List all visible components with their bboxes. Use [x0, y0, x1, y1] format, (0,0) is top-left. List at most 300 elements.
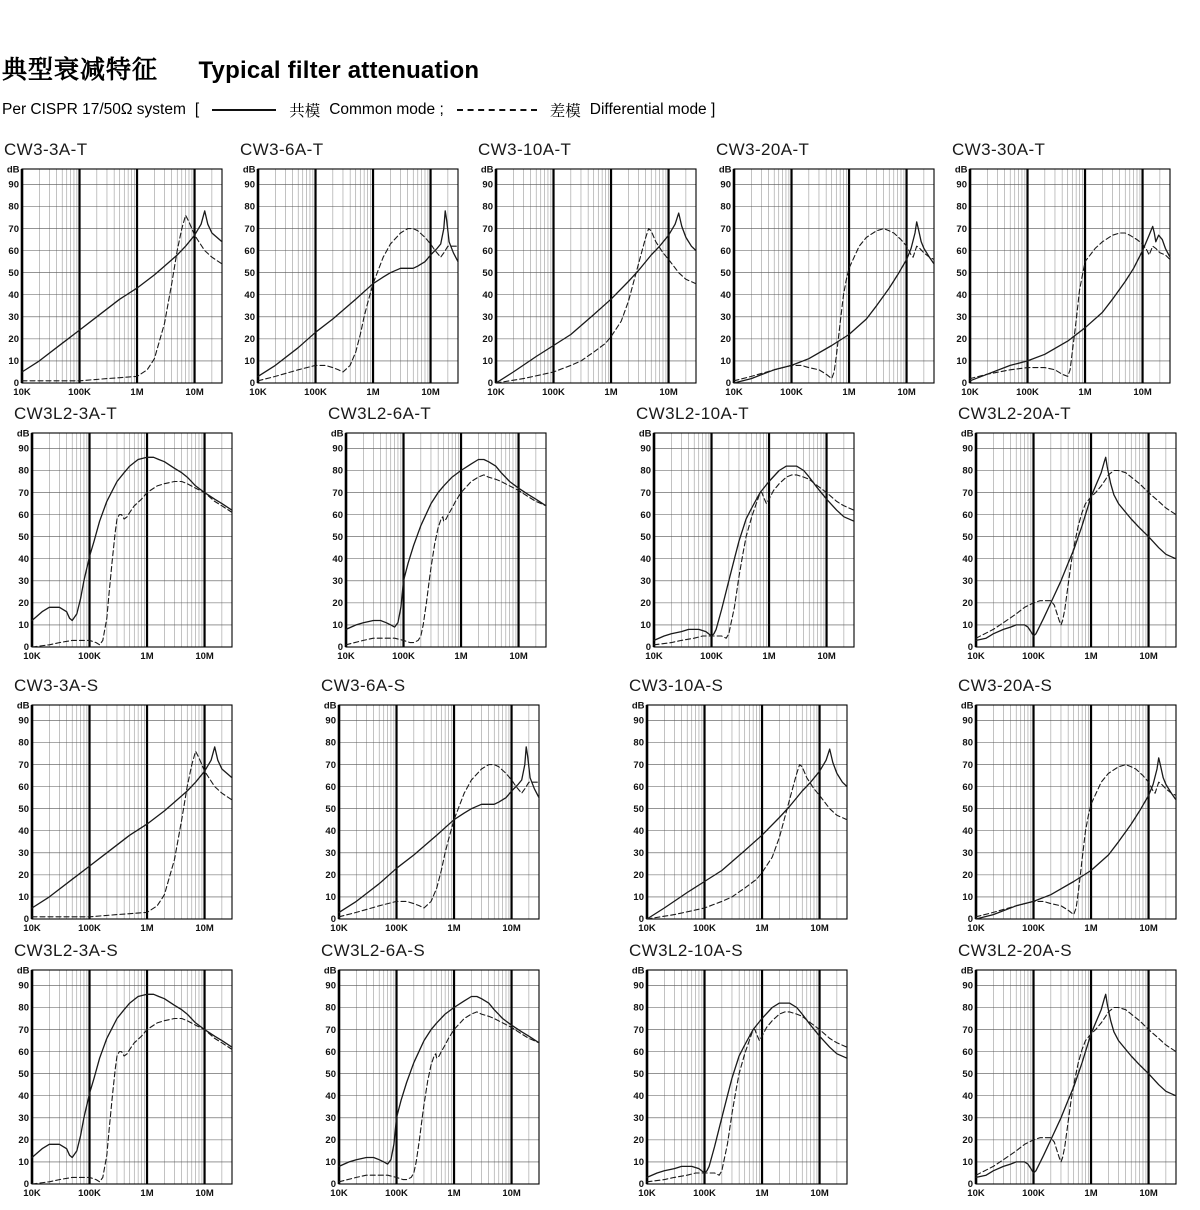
chart-cw3-6a-s — [321, 676, 547, 936]
db-axis-label: dB — [6, 164, 20, 176]
y-tick-label: 70 — [18, 759, 29, 771]
y-tick-label: 80 — [8, 201, 19, 213]
y-tick-label: 10 — [8, 356, 19, 368]
x-tick-label: 1M — [140, 923, 154, 934]
x-tick-label: 1M — [130, 387, 144, 398]
y-tick-label: 10 — [962, 620, 973, 632]
y-tick-label: 90 — [633, 980, 644, 992]
y-tick-label: 0 — [645, 642, 651, 654]
y-tick-label: 30 — [962, 1113, 973, 1125]
y-tick-label: 0 — [23, 914, 29, 926]
y-tick-label: 0 — [487, 378, 493, 390]
x-tick-label: 10M — [1139, 651, 1158, 662]
y-tick-label: 60 — [633, 1046, 644, 1058]
chart-cw3l2-6a-s — [321, 941, 547, 1201]
y-tick-label: 90 — [962, 443, 973, 455]
y-tick-label: 80 — [18, 1002, 29, 1014]
y-tick-label: 30 — [325, 848, 336, 860]
x-tick-label: 100K — [693, 923, 716, 934]
attenuation-plot — [958, 963, 1180, 1201]
x-tick-label: 1M — [454, 651, 468, 662]
x-tick-label: 1M — [755, 923, 769, 934]
chart-title: CW3L2-3A-T — [14, 404, 118, 423]
x-tick-label: 10K — [725, 387, 743, 398]
attenuation-plot — [958, 698, 1180, 936]
y-tick-label: 0 — [967, 1179, 973, 1191]
y-tick-label: 90 — [325, 715, 336, 727]
y-tick-label: 60 — [962, 1046, 973, 1058]
chart-cw3l2-20a-t — [958, 404, 1184, 664]
chart-title: CW3L2-20A-T — [958, 404, 1072, 423]
x-tick-label: 100K — [1022, 651, 1045, 662]
attenuation-plot — [328, 426, 550, 664]
y-tick-label: 10 — [633, 1157, 644, 1169]
y-tick-label: 10 — [640, 620, 651, 632]
chart-cw3-3a-t — [4, 140, 230, 400]
y-tick-label: 20 — [244, 334, 255, 346]
chart-cw3-20a-s — [958, 676, 1184, 936]
x-tick-label: 100K — [700, 651, 723, 662]
y-tick-label: 90 — [325, 980, 336, 992]
y-tick-label: 70 — [18, 1024, 29, 1036]
page-title — [2, 50, 715, 86]
y-tick-label: 0 — [13, 378, 19, 390]
y-tick-label: 60 — [244, 245, 255, 257]
y-tick-label: 10 — [482, 356, 493, 368]
y-tick-label: 60 — [325, 1046, 336, 1058]
x-tick-label: 10K — [645, 651, 663, 662]
y-tick-label: 0 — [337, 642, 343, 654]
y-tick-label: 10 — [244, 356, 255, 368]
x-tick-label: 10M — [502, 1188, 521, 1199]
attenuation-plot — [14, 698, 236, 936]
chart-cw3-10a-t — [478, 140, 704, 400]
x-tick-label: 10K — [23, 923, 41, 934]
db-axis-label: dB — [323, 700, 337, 712]
x-tick-label: 10M — [1139, 1188, 1158, 1199]
y-tick-label: 70 — [633, 759, 644, 771]
y-tick-label: 30 — [244, 312, 255, 324]
chart-title: CW3-30A-T — [952, 140, 1046, 159]
y-tick-label: 90 — [482, 179, 493, 191]
y-tick-label: 50 — [962, 531, 973, 543]
y-tick-label: 50 — [332, 531, 343, 543]
y-tick-label: 80 — [18, 737, 29, 749]
y-tick-label: 20 — [482, 334, 493, 346]
y-tick-label: 60 — [332, 509, 343, 521]
x-tick-label: 100K — [1016, 387, 1039, 398]
db-axis-label: dB — [480, 164, 494, 176]
chart-cw3-3a-s — [14, 676, 240, 936]
x-tick-label: 10K — [967, 923, 985, 934]
y-tick-label: 0 — [961, 378, 967, 390]
y-tick-label: 0 — [23, 1179, 29, 1191]
y-tick-label: 30 — [640, 576, 651, 588]
y-tick-label: 10 — [18, 892, 29, 904]
y-tick-label: 60 — [482, 245, 493, 257]
attenuation-plot — [716, 162, 938, 400]
y-tick-label: 40 — [244, 289, 255, 301]
attenuation-plot — [321, 963, 543, 1201]
y-tick-label: 0 — [23, 642, 29, 654]
y-tick-label: 90 — [640, 443, 651, 455]
y-tick-label: 80 — [962, 465, 973, 477]
x-tick-label: 1M — [755, 1188, 769, 1199]
y-tick-label: 20 — [640, 598, 651, 610]
y-tick-label: 40 — [18, 1090, 29, 1102]
y-tick-label: 50 — [8, 267, 19, 279]
y-tick-label: 0 — [967, 642, 973, 654]
x-tick-label: 10M — [509, 651, 528, 662]
y-tick-label: 40 — [640, 553, 651, 565]
x-tick-label: 1M — [366, 387, 380, 398]
legend-bracket-open: [ — [194, 101, 200, 118]
y-tick-label: 0 — [638, 1179, 644, 1191]
y-tick-label: 60 — [325, 781, 336, 793]
y-tick-label: 20 — [633, 1135, 644, 1147]
x-tick-label: 10K — [330, 1188, 348, 1199]
y-tick-label: 70 — [962, 1024, 973, 1036]
y-tick-label: 30 — [720, 312, 731, 324]
x-tick-label: 10K — [23, 1188, 41, 1199]
attenuation-plot — [478, 162, 700, 400]
y-tick-label: 20 — [18, 598, 29, 610]
y-tick-label: 10 — [962, 1157, 973, 1169]
x-tick-label: 10M — [1139, 923, 1158, 934]
db-axis-label: dB — [638, 428, 652, 440]
y-tick-label: 20 — [18, 1135, 29, 1147]
db-axis-label: dB — [960, 428, 974, 440]
chart-title: CW3L2-6A-S — [321, 941, 426, 960]
y-tick-label: 60 — [962, 781, 973, 793]
y-tick-label: 40 — [18, 825, 29, 837]
x-tick-label: 100K — [780, 387, 803, 398]
x-tick-label: 1M — [1084, 923, 1098, 934]
y-tick-label: 30 — [633, 848, 644, 860]
y-tick-label: 40 — [956, 289, 967, 301]
y-tick-label: 70 — [8, 223, 19, 235]
y-tick-label: 80 — [962, 737, 973, 749]
y-tick-label: 20 — [962, 1135, 973, 1147]
chart-title: CW3L2-3A-S — [14, 941, 119, 960]
x-tick-label: 1M — [140, 1188, 154, 1199]
x-tick-label: 1M — [604, 387, 618, 398]
y-tick-label: 50 — [244, 267, 255, 279]
x-tick-label: 10K — [967, 1188, 985, 1199]
attenuation-plot — [958, 426, 1180, 664]
attenuation-plot — [14, 963, 236, 1201]
x-tick-label: 100K — [392, 651, 415, 662]
chart-title: CW3L2-6A-T — [328, 404, 432, 423]
y-tick-label: 90 — [244, 179, 255, 191]
attenuation-plot — [952, 162, 1174, 400]
x-tick-label: 10M — [810, 1188, 829, 1199]
db-axis-label: dB — [16, 428, 30, 440]
legend-diff-zh: 差模 — [549, 103, 581, 120]
y-tick-label: 20 — [962, 598, 973, 610]
y-tick-label: 90 — [332, 443, 343, 455]
x-tick-label: 10M — [195, 923, 214, 934]
y-tick-label: 10 — [325, 892, 336, 904]
x-tick-label: 10K — [967, 651, 985, 662]
chart-cw3-30a-t — [952, 140, 1178, 400]
x-tick-label: 10M — [195, 1188, 214, 1199]
x-tick-label: 100K — [1022, 1188, 1045, 1199]
y-tick-label: 60 — [8, 245, 19, 257]
y-tick-label: 70 — [956, 223, 967, 235]
y-tick-label: 70 — [633, 1024, 644, 1036]
chart-cw3-6a-t — [240, 140, 466, 400]
x-tick-label: 1M — [447, 923, 461, 934]
y-tick-label: 80 — [482, 201, 493, 213]
legend-common-en: Common mode ; — [329, 101, 444, 118]
y-tick-label: 20 — [8, 334, 19, 346]
y-tick-label: 70 — [325, 1024, 336, 1036]
x-tick-label: 10K — [23, 651, 41, 662]
y-tick-label: 80 — [18, 465, 29, 477]
db-axis-label: dB — [718, 164, 732, 176]
db-axis-label: dB — [954, 164, 968, 176]
y-tick-label: 0 — [330, 1179, 336, 1191]
y-tick-label: 10 — [956, 356, 967, 368]
y-tick-label: 0 — [249, 378, 255, 390]
x-tick-label: 1M — [1084, 651, 1098, 662]
y-tick-label: 30 — [962, 576, 973, 588]
y-tick-label: 40 — [332, 553, 343, 565]
x-tick-label: 1M — [1084, 1188, 1098, 1199]
y-tick-label: 30 — [956, 312, 967, 324]
y-tick-label: 90 — [956, 179, 967, 191]
x-tick-label: 10M — [897, 387, 916, 398]
y-tick-label: 10 — [18, 1157, 29, 1169]
x-tick-label: 100K — [68, 387, 91, 398]
x-tick-label: 100K — [385, 1188, 408, 1199]
y-tick-label: 50 — [640, 531, 651, 543]
y-tick-label: 80 — [633, 1002, 644, 1014]
x-tick-label: 100K — [78, 923, 101, 934]
y-tick-label: 70 — [332, 487, 343, 499]
page-header — [2, 50, 715, 121]
y-tick-label: 30 — [482, 312, 493, 324]
y-tick-label: 90 — [720, 179, 731, 191]
y-tick-label: 40 — [325, 1090, 336, 1102]
attenuation-plot — [629, 963, 851, 1201]
chart-title: CW3-20A-S — [958, 676, 1053, 695]
y-tick-label: 80 — [332, 465, 343, 477]
x-tick-label: 1M — [140, 651, 154, 662]
x-tick-label: 10K — [249, 387, 267, 398]
db-axis-label: dB — [631, 965, 645, 977]
x-tick-label: 100K — [693, 1188, 716, 1199]
y-tick-label: 30 — [18, 576, 29, 588]
y-tick-label: 40 — [962, 825, 973, 837]
y-tick-label: 20 — [962, 870, 973, 882]
x-tick-label: 1M — [842, 387, 856, 398]
db-axis-label: dB — [242, 164, 256, 176]
x-tick-label: 1M — [1078, 387, 1092, 398]
y-tick-label: 40 — [720, 289, 731, 301]
y-tick-label: 50 — [325, 1068, 336, 1080]
chart-cw3l2-10a-s — [629, 941, 855, 1201]
y-tick-label: 50 — [18, 1068, 29, 1080]
chart-cw3l2-20a-s — [958, 941, 1184, 1201]
y-tick-label: 30 — [18, 1113, 29, 1125]
chart-title: CW3L2-10A-T — [636, 404, 750, 423]
x-tick-label: 100K — [304, 387, 327, 398]
y-tick-label: 60 — [956, 245, 967, 257]
chart-title: CW3L2-20A-S — [958, 941, 1072, 960]
y-tick-label: 40 — [325, 825, 336, 837]
y-tick-label: 20 — [956, 334, 967, 346]
y-tick-label: 10 — [962, 892, 973, 904]
y-tick-label: 50 — [633, 803, 644, 815]
chart-title: CW3-10A-S — [629, 676, 724, 695]
x-tick-label: 10M — [810, 923, 829, 934]
y-tick-label: 80 — [640, 465, 651, 477]
y-tick-label: 60 — [633, 781, 644, 793]
x-tick-label: 10K — [638, 923, 656, 934]
y-tick-label: 0 — [330, 914, 336, 926]
x-tick-label: 10K — [487, 387, 505, 398]
y-tick-label: 90 — [18, 443, 29, 455]
y-tick-label: 80 — [956, 201, 967, 213]
y-tick-label: 40 — [8, 289, 19, 301]
chart-title: CW3-6A-T — [240, 140, 324, 159]
y-tick-label: 70 — [640, 487, 651, 499]
chart-cw3-20a-t — [716, 140, 942, 400]
x-tick-label: 100K — [78, 651, 101, 662]
x-tick-label: 1M — [762, 651, 776, 662]
y-tick-label: 40 — [962, 553, 973, 565]
x-tick-label: 10M — [817, 651, 836, 662]
y-tick-label: 20 — [332, 598, 343, 610]
y-tick-label: 60 — [720, 245, 731, 257]
chart-cw3l2-3a-t — [14, 404, 240, 664]
x-tick-label: 10K — [337, 651, 355, 662]
y-tick-label: 50 — [962, 803, 973, 815]
y-tick-label: 70 — [720, 223, 731, 235]
y-tick-label: 70 — [244, 223, 255, 235]
y-tick-label: 60 — [18, 509, 29, 521]
db-axis-label: dB — [960, 965, 974, 977]
y-tick-label: 30 — [962, 848, 973, 860]
attenuation-plot — [4, 162, 226, 400]
legend-diff-en: Differential mode ] — [589, 101, 716, 118]
y-tick-label: 90 — [962, 715, 973, 727]
chart-title: CW3-3A-T — [4, 140, 88, 159]
chart-title: CW3-10A-T — [478, 140, 572, 159]
x-tick-label: 10K — [330, 923, 348, 934]
y-tick-label: 40 — [18, 553, 29, 565]
page-title-en: Typical filter attenuation — [198, 57, 480, 84]
x-tick-label: 10M — [659, 387, 678, 398]
y-tick-label: 30 — [633, 1113, 644, 1125]
y-tick-label: 50 — [720, 267, 731, 279]
attenuation-plot — [14, 426, 236, 664]
y-tick-label: 90 — [633, 715, 644, 727]
y-tick-label: 80 — [244, 201, 255, 213]
y-tick-label: 0 — [725, 378, 731, 390]
y-tick-label: 90 — [18, 980, 29, 992]
legend-prefix: Per CISPR 17/50Ω system — [2, 101, 186, 118]
y-tick-label: 80 — [962, 1002, 973, 1014]
y-tick-label: 40 — [962, 1090, 973, 1102]
y-tick-label: 20 — [720, 334, 731, 346]
y-tick-label: 40 — [633, 825, 644, 837]
y-tick-label: 60 — [640, 509, 651, 521]
db-axis-label: dB — [960, 700, 974, 712]
y-tick-label: 60 — [962, 509, 973, 521]
y-tick-label: 30 — [332, 576, 343, 588]
db-axis-label: dB — [16, 700, 30, 712]
y-tick-label: 0 — [967, 914, 973, 926]
y-tick-label: 80 — [325, 1002, 336, 1014]
y-tick-label: 90 — [18, 715, 29, 727]
common-mode-line-swatch — [212, 109, 276, 111]
y-tick-label: 60 — [18, 1046, 29, 1058]
y-tick-label: 70 — [482, 223, 493, 235]
y-tick-label: 20 — [325, 1135, 336, 1147]
chart-title: CW3L2-10A-S — [629, 941, 743, 960]
db-axis-label: dB — [16, 965, 30, 977]
y-tick-label: 30 — [325, 1113, 336, 1125]
attenuation-plot — [240, 162, 462, 400]
x-tick-label: 10M — [1133, 387, 1152, 398]
y-tick-label: 40 — [633, 1090, 644, 1102]
attenuation-plot — [629, 698, 851, 936]
legend — [2, 99, 715, 121]
y-tick-label: 60 — [18, 781, 29, 793]
y-tick-label: 20 — [633, 870, 644, 882]
y-tick-label: 40 — [482, 289, 493, 301]
db-axis-label: dB — [330, 428, 344, 440]
y-tick-label: 80 — [633, 737, 644, 749]
chart-cw3-10a-s — [629, 676, 855, 936]
differential-mode-line-swatch — [457, 109, 537, 111]
y-tick-label: 50 — [956, 267, 967, 279]
page-title-zh: 典型衰减特征 — [2, 56, 159, 84]
y-tick-label: 30 — [8, 312, 19, 324]
y-tick-label: 10 — [633, 892, 644, 904]
y-tick-label: 20 — [18, 870, 29, 882]
y-tick-label: 10 — [18, 620, 29, 632]
chart-title: CW3-20A-T — [716, 140, 810, 159]
x-tick-label: 10K — [961, 387, 979, 398]
y-tick-label: 90 — [962, 980, 973, 992]
y-tick-label: 50 — [962, 1068, 973, 1080]
legend-common-zh: 共模 — [289, 103, 321, 120]
y-tick-label: 70 — [962, 487, 973, 499]
x-tick-label: 10M — [421, 387, 440, 398]
chart-cw3l2-10a-t — [636, 404, 862, 664]
db-axis-label: dB — [323, 965, 337, 977]
chart-title: CW3-6A-S — [321, 676, 406, 695]
y-tick-label: 80 — [720, 201, 731, 213]
y-tick-label: 10 — [720, 356, 731, 368]
x-tick-label: 100K — [385, 923, 408, 934]
chart-cw3l2-3a-s — [14, 941, 240, 1201]
y-tick-label: 50 — [633, 1068, 644, 1080]
x-tick-label: 100K — [78, 1188, 101, 1199]
y-tick-label: 90 — [8, 179, 19, 191]
y-tick-label: 50 — [18, 531, 29, 543]
x-tick-label: 10M — [502, 923, 521, 934]
attenuation-plot — [321, 698, 543, 936]
y-tick-label: 30 — [18, 848, 29, 860]
y-tick-label: 70 — [962, 759, 973, 771]
y-tick-label: 50 — [18, 803, 29, 815]
attenuation-plot — [636, 426, 858, 664]
